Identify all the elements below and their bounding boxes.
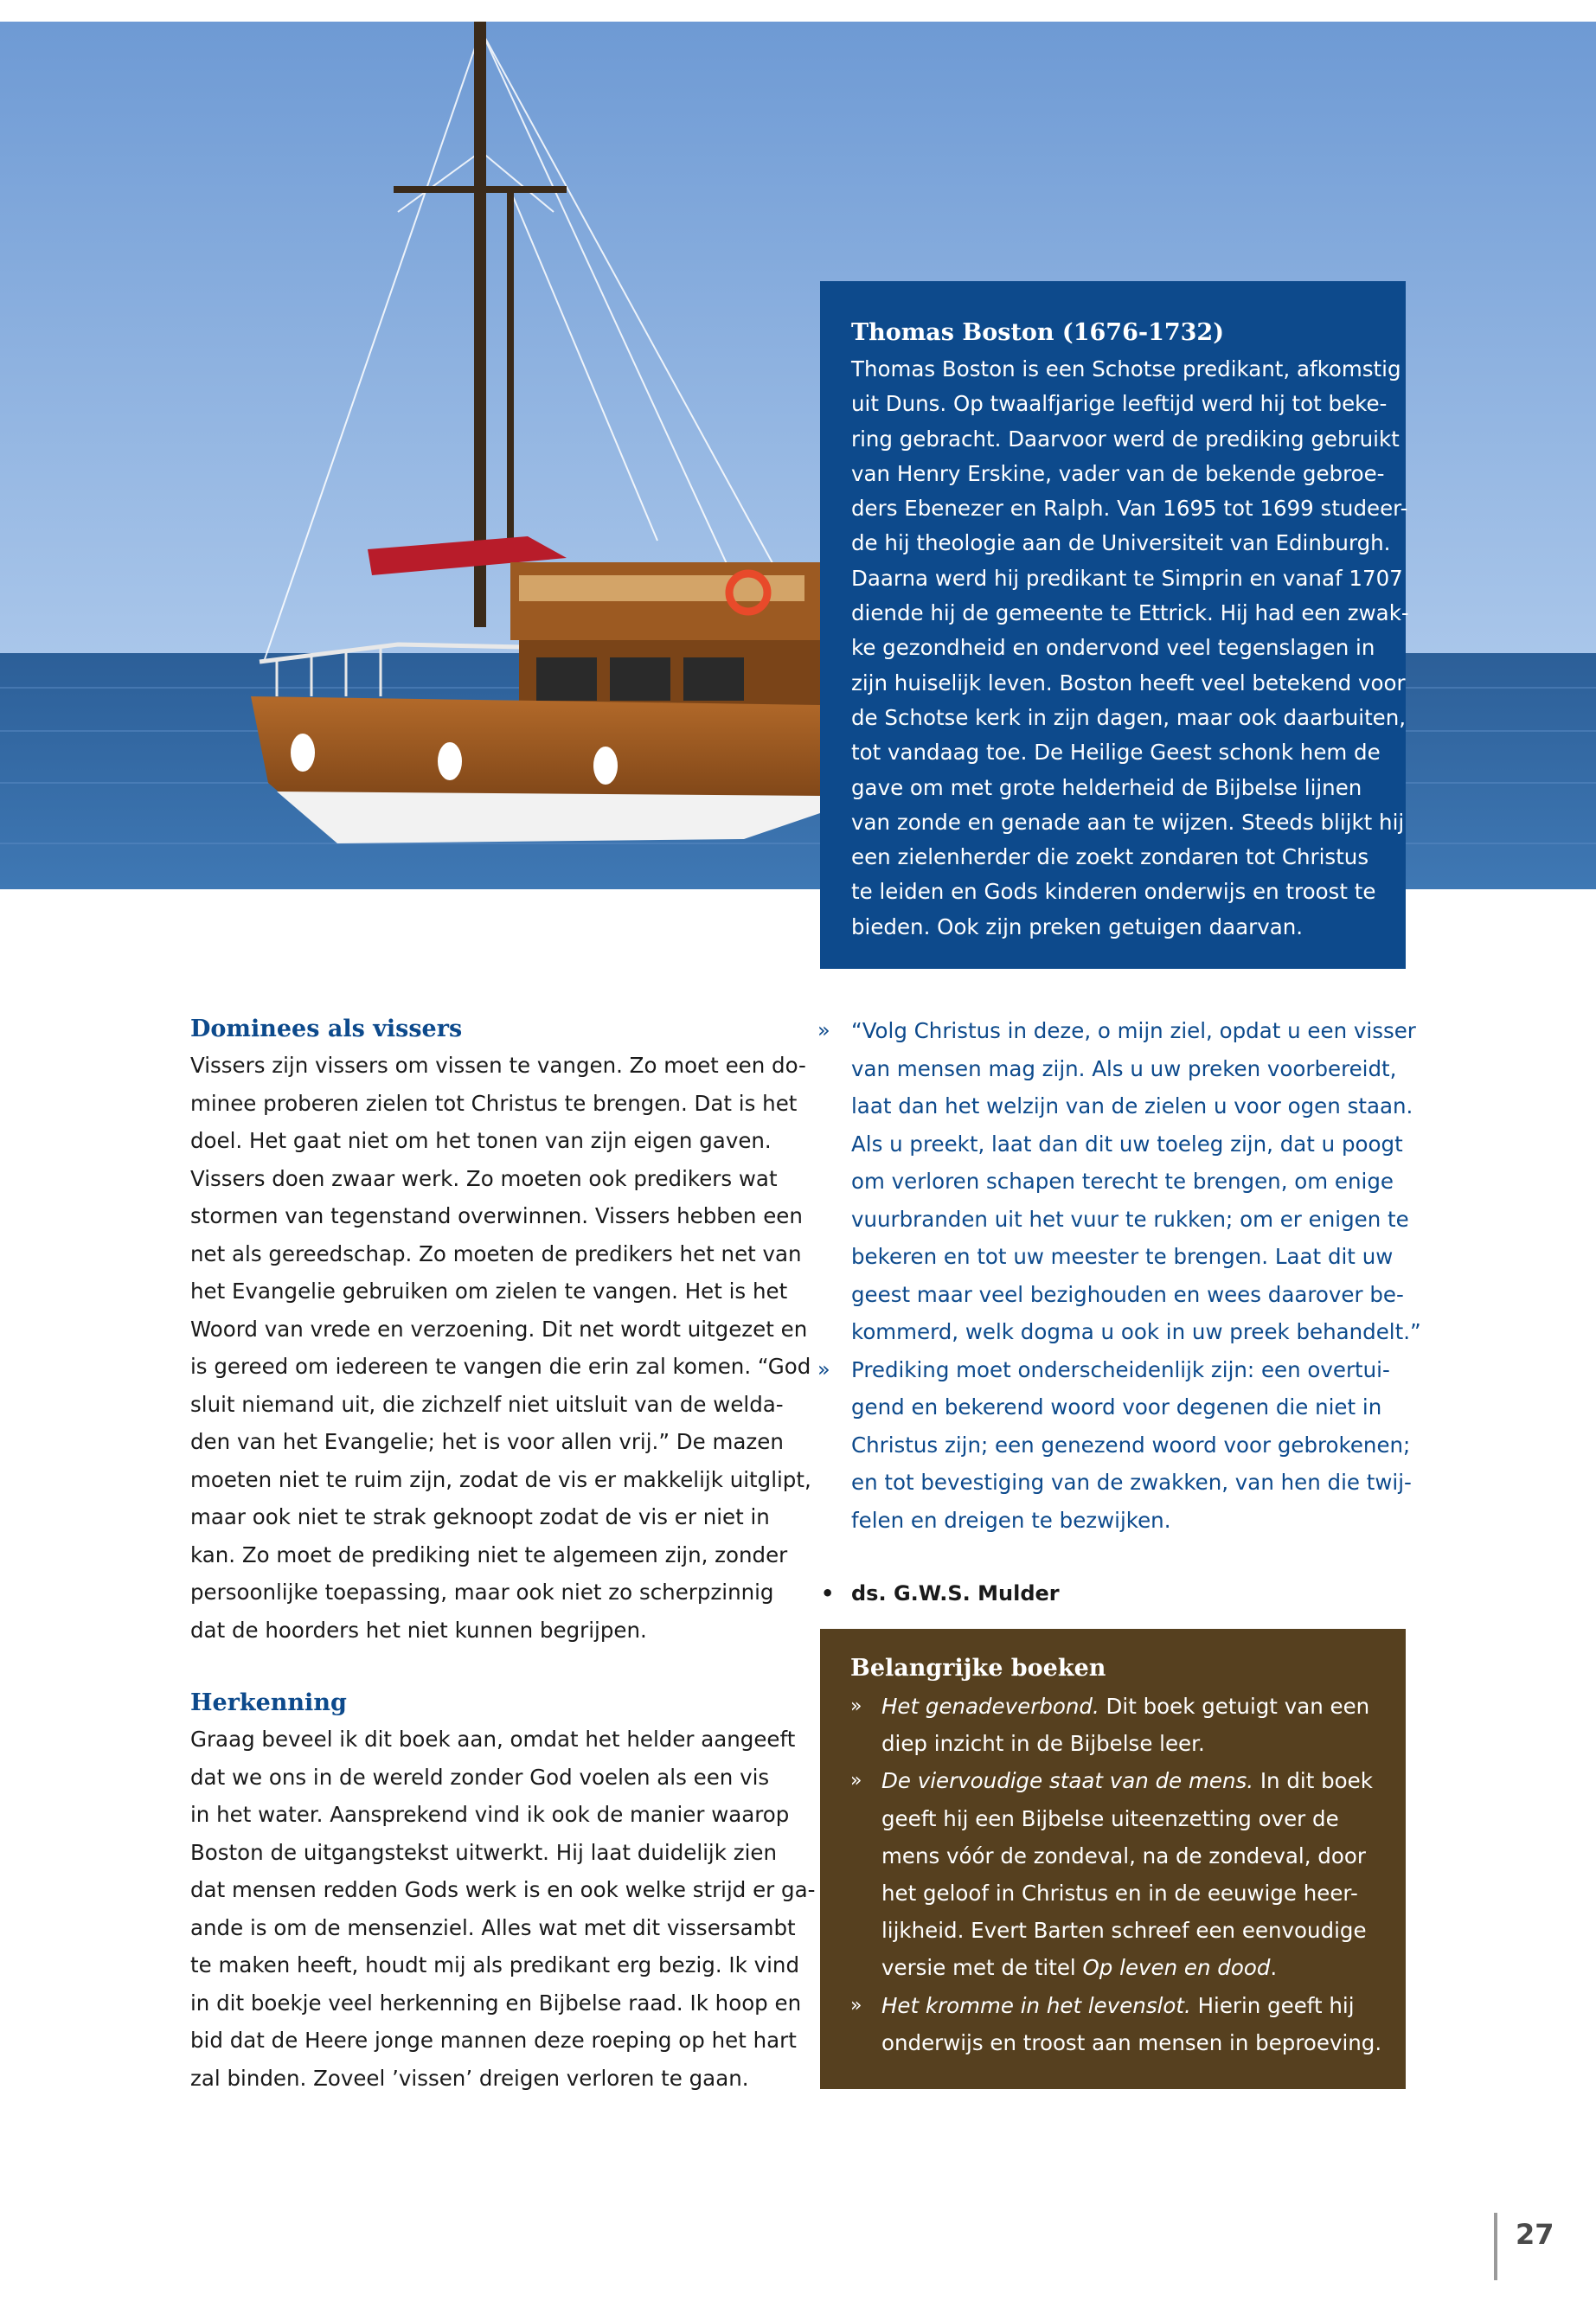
body-line: doel. Het gaat niet om het tonen van zijn eigen gaven. [190, 1128, 772, 1153]
book-desc: versie met de titel [881, 1955, 1083, 1981]
bio-line: tot vandaag toe. De Heilige Geest schonk hem de [851, 740, 1381, 766]
bio-line: een zielenherder die zoekt zondaren tot Christus [851, 844, 1369, 870]
book-desc: geeft hij een Bijbelse uiteenzetting over de [881, 1805, 1339, 1831]
section-heading-vissers: Dominees als vissers [190, 1016, 463, 1042]
body-line: Vissers zijn vissers om vissen te vangen. Zo moet een do- [190, 1053, 806, 1078]
body-line: ande is om de mensenziel. Alles wat met dit vissersambt [190, 1914, 796, 1940]
bio-text [851, 352, 1409, 945]
quote-line: bekeren en tot uw meester te brengen. Laat dit uw [851, 1244, 1394, 1269]
book-title: Het kromme in het levenslot. [881, 1992, 1191, 2018]
author-name: ds. G.W.S. Mulder [851, 1581, 1060, 1606]
book-subtitle: Op leven en dood [1082, 1955, 1271, 1981]
book-item [850, 1762, 1380, 1986]
body-line: net als gereedschap. Zo moeten de predikers het net van [190, 1240, 802, 1266]
body-line: dat de hoorders het niet kunnen begrijpen. [190, 1617, 647, 1643]
hull-white [277, 792, 820, 843]
body-line: dat we ons in de wereld zonder God voelen als een vis [190, 1764, 770, 1790]
author-bullet: • [821, 1581, 835, 1606]
quote-marker: » [817, 1018, 830, 1042]
body-line: te maken heeft, houdt mij als predikant erg bezig. Ik vind [190, 1952, 800, 1977]
quote-line: “Volg Christus in deze, o mijn ziel, opdat u een visser [851, 1018, 1416, 1043]
crosstree [394, 186, 567, 193]
bio-line: ring gebracht. Daarvoor werd de prediking gebruikt [851, 426, 1400, 452]
quote-line: Prediking moet onderscheidenlijk zijn: een overtui- [851, 1356, 1390, 1382]
quote-line: kommerd, welk dogma u ook in uw preek behandelt.” [851, 1319, 1421, 1344]
section-body-vissers [190, 1047, 811, 1649]
body-line: Vissers doen zwaar werk. Zo moeten ook predikers wat [190, 1165, 778, 1191]
bio-line: de hij theologie aan de Universiteit van Edinburgh. [851, 530, 1391, 556]
quote-line: Christus zijn; een genezend woord voor gebrokenen; [851, 1432, 1411, 1458]
book-desc: lijkheid. Evert Barten schreef een eenvoudige [881, 1918, 1367, 1944]
bio-line: ders Ebenezer en Ralph. Van 1695 tot 1699 studeer- [851, 496, 1408, 522]
quote-line: om verloren schapen terecht te brengen, om enige [851, 1169, 1394, 1194]
body-line: Woord van vrede en verzoening. Dit net wordt uitgezet en [190, 1316, 808, 1342]
book-desc: In dit boek [1253, 1768, 1373, 1794]
bio-line: bieden. Ook zijn preken getuigen daarvan. [851, 913, 1304, 939]
quote-line: laat dan het welzijn van de zielen u voor ogen staan. [851, 1093, 1413, 1118]
book-desc: Dit boek getuigt van een [1099, 1694, 1370, 1719]
bio-line: van zonde en genade aan te wijzen. Steeds blijkt hij [851, 809, 1405, 835]
bio-line: ke gezondheid en ondervond veel tegenslagen in [851, 635, 1375, 661]
body-line: persoonlijke toepassing, maar ook niet zo scherpzinnig [190, 1580, 774, 1605]
page-number-rule [1494, 2213, 1497, 2280]
body-line: dat mensen redden Gods werk is en ook welke strijd er ga- [190, 1877, 816, 1902]
book-desc: Hierin geeft hij [1190, 1992, 1355, 2018]
bio-line: Daarna werd hij predikant te Simprin en vanaf 1707 [851, 565, 1403, 591]
body-line: bid dat de Heere jonge mannen deze roeping op het hart [190, 2028, 797, 2053]
body-line: in het water. Aansprekend vind ik ook de manier waarop [190, 1802, 790, 1827]
book-desc: mens vóór de zondeval, na de zondeval, door [881, 1843, 1366, 1868]
books-title: Belangrijke boeken [850, 1655, 1106, 1682]
main-mast [474, 22, 486, 627]
book-item [850, 1987, 1380, 2061]
quote-line: Als u preekt, laat dan dit uw toeleg zijn, dat u poogt [851, 1131, 1403, 1157]
body-line: zal binden. Zoveel ’vissen’ dreigen verloren te gaan. [190, 2065, 749, 2091]
bio-line: Thomas Boston is een Schotse predikant, afkomstig [851, 356, 1401, 381]
bio-title: Thomas Boston (1676-1732) [851, 319, 1224, 346]
bio-line: zijn huiselijk leven. Boston heeft veel betekend voor [851, 670, 1406, 695]
section-heading-herkenning: Herkenning [190, 1689, 347, 1716]
body-line: Boston de uitgangstekst uitwerkt. Hij laat duidelijk zien [190, 1839, 777, 1865]
book-marker: » [850, 1695, 862, 1717]
body-line: Graag beveel ik dit boek aan, omdat het helder aangeeft [190, 1727, 796, 1752]
body-line: minee proberen zielen tot Christus te brengen. Dat is het [190, 1090, 798, 1116]
book-desc: onderwijs en troost aan mensen in beproeving. [881, 2029, 1382, 2055]
body-line: sluit niemand uit, die zichzelf niet uitsluit van de welda- [190, 1391, 784, 1417]
body-line: stormen van tegenstand overwinnen. Vissers hebben een [190, 1203, 803, 1228]
bio-line: de Schotse kerk in zijn dagen, maar ook daarbuiten, [851, 704, 1407, 730]
book-desc: . [1270, 1955, 1278, 1981]
bio-line: uit Duns. Op twaalfjarige leeftijd werd hij tot beke- [851, 391, 1388, 417]
bio-line: diende hij de gemeente te Ettrick. Hij had een zwak- [851, 600, 1409, 626]
quote-line: gend en bekerend woord voor degenen die niet in [851, 1394, 1382, 1420]
body-line: in dit boekje veel herkenning en Bijbelse raad. Ik hoop en [190, 1990, 802, 2016]
body-line: moeten niet te ruim zijn, zodat de vis er makkelijk uitglipt, [190, 1466, 811, 1492]
body-line: maar ook niet te strak geknoopt zodat de vis er niet in [190, 1504, 770, 1529]
books-box [820, 1629, 1406, 2089]
book-title: Het genadeverbond. [881, 1694, 1099, 1719]
right-column [817, 1012, 1421, 1612]
book-desc: diep inzicht in de Bijbelse leer. [881, 1731, 1205, 1757]
bio-box [820, 281, 1409, 969]
left-column [190, 1012, 816, 2097]
quote-line: van mensen mag zijn. Als u uw preken voorbereidt, [851, 1055, 1397, 1081]
page-number: 27 [1516, 2218, 1554, 2251]
quote-line: geest maar veel bezighouden en wees daarover be- [851, 1281, 1404, 1307]
book-desc: het geloof in Christus en in de eeuwige heer- [881, 1881, 1358, 1907]
bio-line: te leiden en Gods kinderen onderwijs en troost te [851, 879, 1376, 905]
quote-item [817, 1012, 1421, 1351]
bio-line: gave om met grote helderheid de Bijbelse lijnen [851, 774, 1362, 800]
rear-mast [507, 190, 514, 562]
book-marker: » [850, 1994, 862, 2016]
quote-item [817, 1351, 1414, 1540]
body-line: het Evangelie gebruiken om zielen te vangen. Het is het [190, 1279, 788, 1304]
quote-line: en tot bevestiging van de zwakken, van hen die twij- [851, 1470, 1412, 1495]
author-line [817, 1575, 1414, 1612]
body-line: kan. Zo moet de prediking niet te algemeen zijn, zonder [190, 1541, 788, 1567]
bio-line: van Henry Erskine, vader van de bekende gebroe- [851, 460, 1385, 486]
body-line: den van het Evangelie; het is voor allen vrij.” De mazen [190, 1429, 784, 1454]
section-body-herkenning [190, 1721, 816, 2097]
quote-line: felen en dreigen te bezwijken. [851, 1507, 1171, 1533]
quote-marker: » [817, 1356, 830, 1381]
body-line: is gereed om iedereen te vangen die erin zal komen. “God [190, 1354, 811, 1379]
book-title: De viervoudige staat van de mens. [881, 1768, 1254, 1794]
book-item [850, 1688, 1380, 1762]
quote-line: vuurbranden uit het vuur te rukken; om er enigen te [851, 1206, 1409, 1232]
book-marker: » [850, 1770, 862, 1792]
